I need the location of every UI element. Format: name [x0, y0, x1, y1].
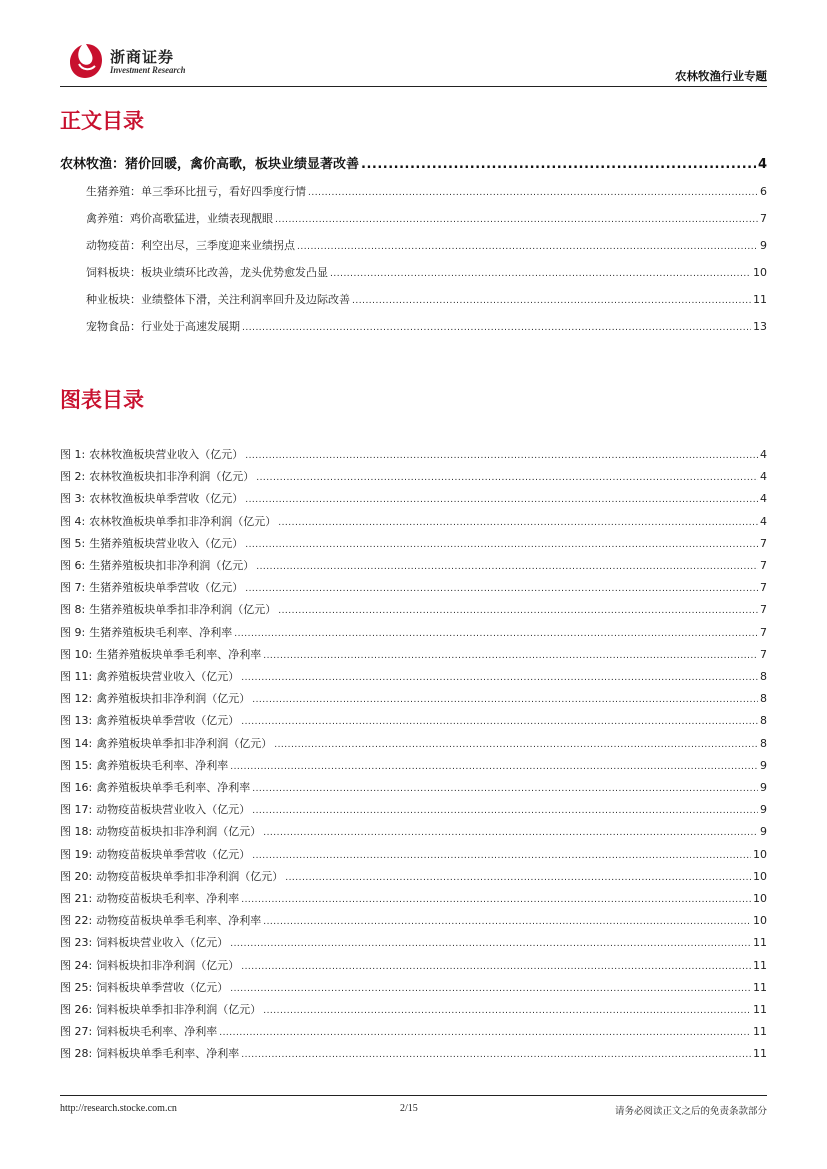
dot-leader [245, 495, 758, 505]
toc-title: 正文目录 [60, 109, 144, 133]
dot-leader [241, 673, 758, 683]
figure-page: 11 [753, 980, 767, 994]
figure-number: 图 17: [60, 803, 93, 817]
figure-page: 10 [753, 892, 767, 905]
figure-label: 饲料板块单季毛利率、净利率 [96, 1047, 240, 1061]
figure-label: 禽养殖板块营业收入（亿元） [96, 670, 240, 683]
dot-leader [263, 651, 758, 661]
figure-entry[interactable] [60, 601, 767, 617]
toc-entry[interactable] [86, 210, 767, 226]
toc-entry-label: 禽养殖：鸡价高歌猛进，业绩表现靓眼 [86, 212, 273, 225]
dot-leader [278, 518, 758, 528]
dot-leader [274, 740, 758, 750]
figure-page: 11 [753, 936, 767, 950]
figure-number: 图 15: [60, 758, 93, 772]
dot-leader [219, 1028, 751, 1038]
dot-leader [241, 962, 751, 972]
toc-entry[interactable] [86, 318, 767, 334]
figure-label: 饲料板块毛利率、净利率 [96, 1025, 218, 1039]
figure-number: 图 2: [60, 470, 86, 484]
dot-leader [263, 917, 751, 927]
figure-page: 7 [760, 581, 767, 595]
dot-leader [285, 873, 751, 883]
logo-cn-text: 浙商证券 [110, 48, 175, 66]
figure-number: 图 11: [60, 670, 93, 683]
figure-label: 饲料板块营业收入（亿元） [96, 936, 229, 950]
figure-label: 生猪养殖板块单季扣非净利润（亿元） [89, 603, 277, 617]
figure-label: 动物疫苗板块单季毛利率、净利率 [96, 914, 262, 928]
dot-leader [278, 606, 758, 616]
figure-page: 10 [753, 914, 767, 928]
dot-leader [245, 540, 758, 550]
figure-number: 图 25: [60, 980, 93, 994]
figure-page: 8 [760, 692, 767, 706]
figure-label: 禽养殖板块单季营收（亿元） [96, 714, 240, 728]
figure-label: 动物疫苗板块营业收入（亿元） [96, 803, 251, 817]
figure-label: 禽养殖板块单季扣非净利润（亿元） [96, 736, 273, 750]
footer-page-number: 2/15 [400, 1103, 418, 1114]
figure-number: 图 28: [60, 1047, 93, 1061]
figure-label: 禽养殖板块扣非净利润（亿元） [96, 692, 251, 706]
figure-number: 图 7: [60, 581, 86, 595]
figure-label: 动物疫苗板块单季扣非净利润（亿元） [96, 869, 284, 883]
toc-entry-label: 饲料板块：板块业绩环比改善，龙头优势愈发凸显 [86, 266, 328, 279]
dot-leader [241, 895, 751, 905]
figure-entry[interactable] [60, 535, 767, 551]
figure-number: 图 4: [60, 514, 86, 528]
figure-number: 图 27: [60, 1025, 93, 1039]
figure-page: 4 [760, 492, 767, 506]
figure-label: 饲料板块扣非净利润（亿元） [96, 958, 240, 972]
figure-entry[interactable] [60, 490, 767, 506]
figure-page: 7 [760, 536, 767, 550]
figure-number: 图 1: [60, 448, 86, 461]
company-logo-icon [68, 42, 104, 80]
dot-leader [263, 1006, 751, 1016]
figure-page: 9 [760, 781, 767, 794]
dot-leader [241, 717, 758, 727]
figure-entry[interactable] [60, 846, 767, 862]
figure-number: 图 24: [60, 958, 93, 972]
dot-leader [256, 473, 758, 483]
dot-leader [245, 451, 758, 461]
figure-page: 7 [760, 647, 767, 661]
figure-label: 动物疫苗板块扣非净利润（亿元） [96, 825, 262, 839]
toc-entry[interactable] [86, 264, 767, 280]
figure-entry[interactable] [60, 624, 767, 640]
figure-entry[interactable] [60, 934, 767, 950]
dot-leader [241, 1050, 751, 1060]
figure-entry[interactable] [60, 557, 767, 573]
figure-label: 农林牧渔板块营业收入（亿元） [89, 448, 244, 461]
figure-page: 11 [753, 1003, 767, 1016]
figure-number: 图 9: [60, 625, 86, 639]
dot-leader [256, 562, 758, 572]
dot-leader [230, 939, 751, 949]
figure-entry[interactable] [60, 957, 767, 973]
figure-page: 10 [753, 869, 767, 883]
figure-number: 图 16: [60, 781, 93, 794]
figure-page: 8 [760, 714, 767, 728]
dot-leader [263, 828, 758, 838]
figure-number: 图 19: [60, 847, 93, 861]
figure-page: 8 [760, 736, 767, 750]
figure-entry[interactable] [60, 1001, 767, 1017]
dot-leader [297, 242, 758, 252]
figure-entry[interactable] [60, 579, 767, 595]
figure-label: 生猪养殖板块单季毛利率、净利率 [96, 647, 262, 661]
figure-entry[interactable] [60, 712, 767, 728]
figure-entry[interactable] [60, 801, 767, 817]
figure-entry[interactable] [60, 468, 767, 484]
dot-leader [252, 784, 758, 794]
toc-entry[interactable] [86, 183, 767, 199]
figure-label: 生猪养殖板块单季营收（亿元） [89, 581, 244, 595]
toc-entry-page: 10 [753, 266, 767, 279]
figure-page: 11 [753, 958, 767, 972]
dot-leader [252, 806, 758, 816]
figure-entry[interactable] [60, 446, 767, 462]
toc-entry-label: 农林牧渔：猪价回暖，禽价高歌，板块业绩显著改善 [60, 157, 360, 172]
toc-entry-page: 13 [753, 320, 767, 333]
figure-page: 9 [760, 825, 767, 839]
figure-page: 11 [753, 1047, 767, 1061]
figure-entry[interactable] [60, 868, 767, 884]
toc-entry-label: 生猪养殖：单三季环比扭亏，看好四季度行情 [86, 185, 306, 198]
figure-number: 图 6: [60, 559, 86, 572]
figure-page: 4 [760, 514, 767, 528]
toc-entry[interactable] [86, 291, 767, 307]
figure-label: 农林牧渔板块扣非净利润（亿元） [89, 470, 255, 484]
figure-number: 图 22: [60, 914, 93, 928]
figure-page: 7 [760, 625, 767, 639]
figure-label: 农林牧渔板块单季扣非净利润（亿元） [89, 514, 277, 528]
figure-page: 11 [753, 1025, 767, 1039]
figure-entry[interactable] [60, 668, 767, 684]
figure-label: 动物疫苗板块毛利率、净利率 [96, 892, 240, 905]
figure-page: 9 [760, 803, 767, 817]
figure-label: 生猪养殖板块扣非净利润（亿元） [89, 559, 255, 572]
figure-label: 生猪养殖板块毛利率、净利率 [89, 625, 233, 639]
dot-leader [352, 296, 751, 306]
figure-page: 10 [753, 847, 767, 861]
dot-leader [308, 188, 758, 198]
dot-leader [252, 695, 758, 705]
dot-leader [252, 851, 751, 861]
figure-label: 动物疫苗板块单季营收（亿元） [96, 847, 251, 861]
figure-page: 9 [760, 758, 767, 772]
dot-leader [230, 984, 751, 994]
toc-entry-page: 9 [760, 239, 767, 252]
figure-number: 图 12: [60, 692, 93, 706]
figure-number: 图 20: [60, 869, 93, 883]
figure-entry[interactable] [60, 1023, 767, 1039]
figure-entry[interactable] [60, 779, 767, 795]
figures-title: 图表目录 [60, 388, 144, 412]
toc-entry-label: 宠物食品：行业处于高速发展期 [86, 320, 240, 333]
figure-number: 图 10: [60, 647, 93, 661]
footer-disclaimer: 请务必阅读正文之后的免责条款部分 [614, 1106, 767, 1117]
figure-entry[interactable] [60, 690, 767, 706]
figure-page: 4 [760, 470, 767, 484]
figure-page: 7 [760, 603, 767, 617]
figure-entry[interactable] [60, 912, 767, 928]
figure-number: 图 26: [60, 1003, 93, 1016]
dot-leader [230, 762, 758, 772]
figure-page: 7 [760, 559, 767, 572]
figure-number: 图 13: [60, 714, 93, 728]
header-divider [60, 86, 767, 87]
figure-number: 图 3: [60, 492, 86, 506]
toc-main-entry[interactable] [60, 153, 767, 172]
dot-leader [245, 584, 758, 594]
figure-number: 图 18: [60, 825, 93, 839]
figure-entry[interactable] [60, 735, 767, 751]
figure-page: 8 [760, 670, 767, 683]
figure-label: 饲料板块单季营收（亿元） [96, 980, 229, 994]
toc-entry[interactable] [86, 237, 767, 253]
toc-entry-page: 7 [760, 212, 767, 225]
dot-leader [242, 323, 751, 333]
figure-label: 禽养殖板块毛利率、净利率 [96, 758, 229, 772]
figure-number: 图 14: [60, 736, 93, 750]
figure-entry[interactable] [60, 757, 767, 773]
toc-entry-page: 11 [753, 293, 767, 306]
figure-label: 生猪养殖板块营业收入（亿元） [89, 536, 244, 550]
toc-entry-page: 6 [760, 185, 767, 198]
figure-entry[interactable] [60, 646, 767, 662]
figure-label: 农林牧渔板块单季营收（亿元） [89, 492, 244, 506]
figure-entry[interactable] [60, 979, 767, 995]
figure-label: 禽养殖板块单季毛利率、净利率 [96, 781, 251, 794]
dot-leader [330, 269, 751, 279]
footer-url[interactable]: http://research.stocke.com.cn [60, 1103, 177, 1114]
figure-number: 图 5: [60, 536, 86, 550]
dot-leader [275, 215, 758, 225]
figure-entry[interactable] [60, 823, 767, 839]
figure-number: 图 8: [60, 603, 86, 617]
dot-leader [234, 629, 758, 639]
page-header [60, 38, 767, 86]
figure-label: 饲料板块单季扣非净利润（亿元） [96, 1003, 262, 1016]
figure-number: 图 23: [60, 936, 93, 950]
figure-number: 图 21: [60, 892, 93, 905]
figure-page: 4 [760, 448, 767, 461]
footer-divider [60, 1095, 767, 1096]
logo-en-text: Investment Research [110, 66, 186, 76]
figure-entry[interactable] [60, 1045, 767, 1061]
figure-entry[interactable] [60, 890, 767, 906]
toc-entry-label: 动物疫苗：利空出尽，三季度迎来业绩拐点 [86, 239, 295, 252]
dot-leader [361, 157, 756, 172]
figure-entry[interactable] [60, 513, 767, 529]
report-category: 农林牧渔行业专题 [675, 69, 767, 83]
toc-entry-label: 种业板块：业绩整体下滑，关注利润率回升及边际改善 [86, 293, 350, 306]
toc-entry-page: 4 [757, 157, 767, 172]
